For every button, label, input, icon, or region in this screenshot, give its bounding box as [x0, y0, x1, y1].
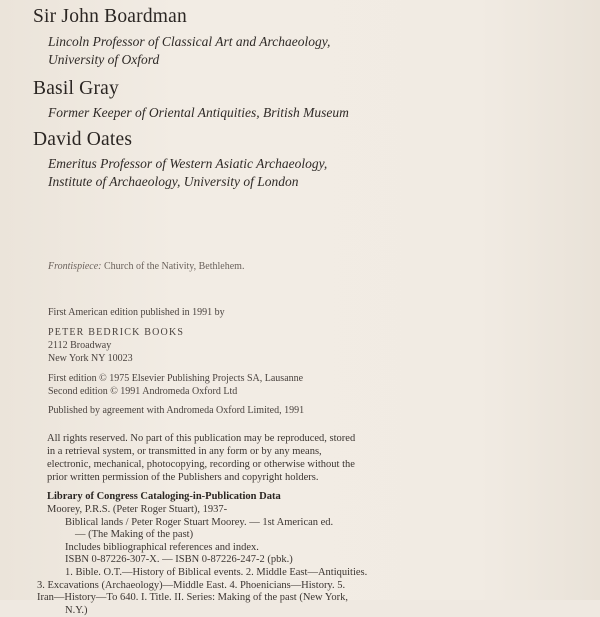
cip-line: Iran—History—To 640. I. Title. II. Series: Making of the past (New York, — [37, 592, 349, 604]
author-role-oates — [48, 155, 327, 191]
cip-title: Library of Congress Cataloging-in-Publication Data — [47, 491, 281, 502]
first-american-edition: First American edition published in 1991 by — [48, 307, 225, 318]
rights-line: prior written permission of the Publishers and copyright holders. — [47, 472, 319, 483]
frontispiece-text: Church of the Nativity, Bethlehem. — [104, 261, 245, 272]
publisher-address-line: New York NY 10023 — [48, 353, 133, 364]
author-name-oates: David Oates — [33, 129, 133, 150]
rights-line: electronic, mechanical, photocopying, recording or otherwise without the — [47, 459, 355, 470]
rights-line: in a retrieval system, or transmitted in any form or by any means, — [47, 446, 322, 457]
cip-line: Biblical lands / Peter Roger Stuart Moorey. — 1st American ed. — [65, 516, 334, 528]
edition-line: Second edition © 1991 Andromeda Oxford Ltd — [48, 386, 238, 397]
author-role-boardman — [48, 33, 330, 69]
cip-line: Includes bibliographical references and index. — [65, 541, 259, 553]
cip-block — [37, 504, 368, 617]
role-line: Emeritus Professor of Western Asiatic Archaeology, — [48, 156, 328, 171]
cip-line: ISBN 0-87226-307-X. — ISBN 0-87226-247-2 (pbk.) — [65, 554, 293, 566]
cip-line: N.Y.) — [65, 604, 88, 616]
author-name-boardman: Sir John Boardman — [33, 6, 187, 27]
role-line: Former Keeper of Oriental Antiquities, British Museum — [48, 105, 349, 120]
cip-line: 3. Excavations (Archaeology)—Middle East. 4. Phoenicians—History. 5. — [37, 579, 346, 591]
role-line: Lincoln Professor of Classical Art and Archaeology, — [48, 34, 331, 49]
publisher-address-line: 2112 Broadway — [48, 340, 112, 351]
rights-line: All rights reserved. No part of this publication may be reproduced, stored — [47, 433, 356, 444]
agreement-line: Published by agreement with Andromeda Oxford Limited, 1991 — [48, 405, 305, 416]
cip-line: Moorey, P.R.S. (Peter Roger Stuart), 1937- — [47, 504, 228, 515]
cip-line: — (The Making of the past) — [75, 529, 194, 541]
frontispiece-caption — [48, 261, 244, 272]
cip-line: 1. Bible. O.T.—History of Biblical events. 2. Middle East—Antiquities. — [65, 566, 368, 578]
edition-line: First edition © 1975 Elsevier Publishing Projects SA, Lausanne — [48, 373, 304, 384]
role-line: Institute of Archaeology, University of London — [48, 174, 299, 189]
frontispiece-label: Frontispiece: — [48, 261, 102, 272]
author-name-gray: Basil Gray — [33, 78, 119, 99]
author-role-gray — [48, 104, 349, 122]
rights-notice — [47, 432, 355, 484]
publisher-name: PETER BEDRICK BOOKS — [48, 327, 185, 338]
role-line: University of Oxford — [48, 52, 160, 67]
